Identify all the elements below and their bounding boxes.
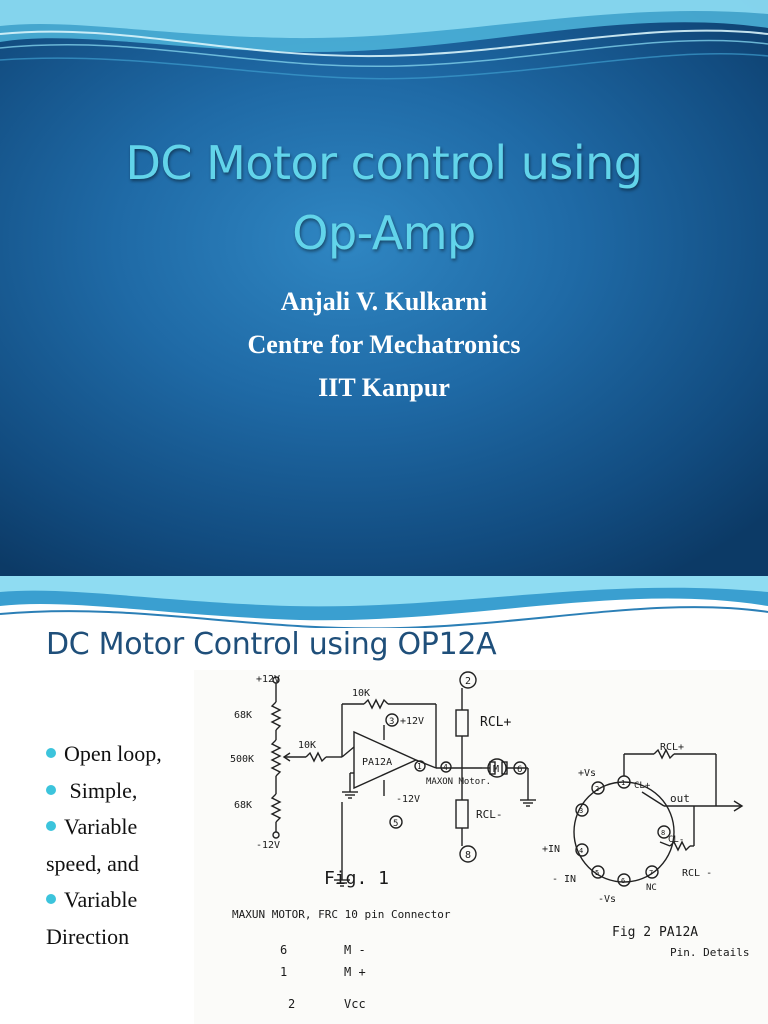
pin-table-pin: 2 <box>288 997 296 1011</box>
content-slide <box>0 576 768 1024</box>
author-name: Anjali V. Kulkarni <box>280 287 488 316</box>
label-fig2-pin: 7 <box>649 869 654 877</box>
label-pin-8: 8 <box>465 850 472 861</box>
presentation-title <box>0 128 768 268</box>
list-item: Open loop, <box>46 736 206 773</box>
label-fig2-rcl-plus: RCL+ <box>660 742 685 753</box>
department-name: Centre for Mechatronics <box>247 330 521 359</box>
label-fig2-pin: 3 <box>579 807 584 815</box>
pin-table-signal: M - <box>344 943 366 957</box>
label-pot: 500K <box>230 754 255 765</box>
circuit-photo <box>194 670 768 1024</box>
list-item: Simple, <box>46 773 206 810</box>
bullet-icon <box>46 748 56 758</box>
circuit-schematic <box>194 670 768 1024</box>
label-fig2-pin: 1 <box>621 779 626 787</box>
pin-table-signal: M + <box>344 965 366 979</box>
bullet-icon <box>46 821 56 831</box>
slide-title: DC Motor Control using OP12A <box>46 627 497 662</box>
list-item: Variable <box>46 809 206 846</box>
label-fig2-cl-plus: CL+ <box>634 781 651 791</box>
list-item-continuation: speed, and <box>46 850 139 876</box>
bullet-list <box>46 736 206 955</box>
label-fig2-rcl-minus: RCL - <box>682 868 713 879</box>
label-rcl-minus: RCL- <box>476 808 503 821</box>
label-fig2-pin: 6 <box>621 877 626 885</box>
label-fig2-pin: 4 <box>579 847 584 855</box>
title-line-2: Op-Amp <box>292 206 476 260</box>
presentation-subtitle <box>0 280 768 409</box>
label-supply-pos: +12V <box>256 674 281 685</box>
label-fig2-cl-minus: CL- <box>668 835 685 845</box>
title-line-1: DC Motor control using <box>125 136 643 190</box>
list-item: Variable <box>46 882 206 919</box>
label-fig2-vs-plus: +Vs <box>578 768 597 779</box>
label-fig2-pin: 5 <box>595 869 600 877</box>
label-motor: M <box>493 764 500 775</box>
label-fig2-pin: 2 <box>595 785 600 793</box>
institute-name: IIT Kanpur <box>318 373 450 402</box>
pin-table-pin: 1 <box>280 965 288 979</box>
label-opamp-vneg: -12V <box>396 794 421 805</box>
label-r-feedback: 10K <box>352 688 371 699</box>
label-pin-2: 2 <box>465 676 472 687</box>
label-supply-neg: -12V <box>256 840 281 851</box>
label-fig2-caption-2: Pin. Details <box>670 946 750 959</box>
label-r-top: 68K <box>234 710 253 721</box>
label-fig2-out: out <box>670 792 690 805</box>
label-pin-6: 6 <box>517 765 523 775</box>
label-pin-1: 1 <box>417 762 422 771</box>
pin-table-signal: Vcc <box>344 997 366 1011</box>
label-fig2-in-plus: +IN <box>542 844 561 855</box>
label-rcl-plus: RCL+ <box>480 715 512 730</box>
pin-table-pin: 6 <box>280 943 288 957</box>
label-pin-3: 3 <box>389 717 395 727</box>
label-connector-note: MAXUN MOTOR, FRC 10 pin Connector <box>232 908 451 921</box>
label-fig2-pin: 8 <box>661 829 666 837</box>
wave-decoration <box>0 576 768 628</box>
label-r-input: 10K <box>298 740 317 751</box>
label-opamp: PA12A <box>362 757 393 768</box>
label-fig1: Fig. 1 <box>324 868 390 889</box>
label-r-bottom: 68K <box>234 800 253 811</box>
label-fig2-caption: Fig 2 PA12A <box>612 925 699 940</box>
label-fig2-in-minus: - IN <box>552 874 577 885</box>
bullet-icon <box>46 894 56 904</box>
label-pin-5: 5 <box>393 819 399 829</box>
label-pin-4: 4 <box>443 763 448 772</box>
label-opamp-vpos: +12V <box>400 716 425 727</box>
wave-decoration <box>0 0 768 92</box>
bullet-icon <box>46 785 56 795</box>
label-motor-name: MAXON Motor. <box>426 777 492 787</box>
label-fig2-vs-minus: -Vs <box>598 894 617 905</box>
label-fig2-nc: NC <box>646 883 657 893</box>
list-item-continuation: Direction <box>46 923 130 949</box>
